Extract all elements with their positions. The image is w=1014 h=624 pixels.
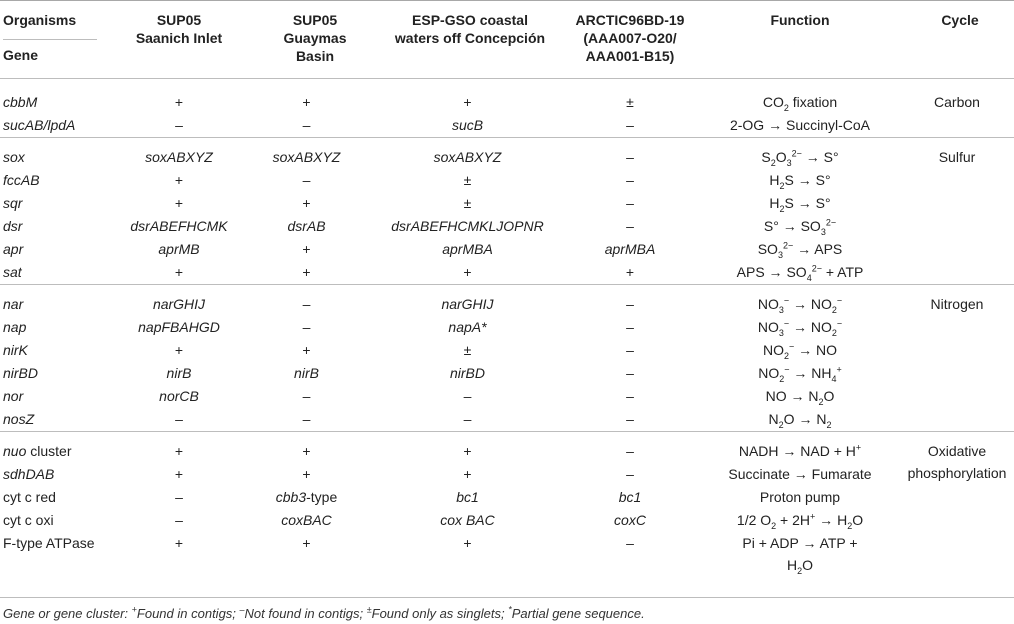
presence-cell: –	[302, 388, 311, 404]
presence-cell: nirBD	[449, 365, 485, 381]
gene-cell: sat	[3, 264, 22, 280]
presence-cell: –	[302, 117, 311, 133]
function-cell: $S^\circ \to SO_3^{2-}$	[763, 217, 837, 237]
presence-cell: cox BAC	[440, 512, 495, 528]
presence-cell: narGHIJ	[152, 296, 206, 312]
presence-cell: bc1	[456, 489, 479, 505]
table-row	[0, 293, 1014, 316]
presence-cell: –	[302, 411, 311, 427]
table-row	[0, 169, 1014, 192]
gene-cell: nar	[3, 296, 24, 312]
presence-cell: dsrAB	[287, 218, 326, 234]
presence-cell: –	[626, 296, 634, 312]
table-row	[0, 408, 1014, 432]
gene-cell: sdhDAB	[3, 466, 55, 482]
function-cell: $NO_3^- \to NO_2^-$	[757, 295, 843, 315]
function-cell: $NO_3^- \to NO_2^-$	[757, 318, 843, 338]
presence-cell: cbb3-type	[275, 489, 338, 505]
presence-cell: +	[174, 94, 184, 110]
header-col-guaymas: SUP05 Guaymas Basin	[283, 12, 347, 64]
presence-cell: –	[302, 319, 311, 335]
footnote: Gene or gene cluster: +Found in contigs; –Not found in contigs; ±Found only as singlets; *Partial gene sequence.	[3, 604, 645, 621]
presence-cell: +	[302, 264, 311, 280]
presence-cell: +	[463, 264, 472, 280]
function-cell: $CO_2$ fixation	[762, 94, 838, 113]
table-row	[0, 509, 1014, 532]
header-col-concepcion: ESP-GSO coastal waters off Concepción	[394, 12, 546, 46]
presence-cell: –	[626, 466, 634, 482]
table-row	[0, 486, 1014, 509]
presence-cell: sucB	[451, 117, 484, 133]
presence-cell: –	[175, 117, 183, 133]
gene-cell: nirK	[3, 342, 28, 358]
header-col-arctic: ARCTIC96BD-19 (AAA007-O20/ AAA001-B15)	[575, 12, 685, 64]
presence-cell: nirB	[294, 365, 319, 381]
gene-cell: nirBD	[3, 365, 39, 381]
group-separator	[0, 83, 1014, 91]
header-sub-rule	[3, 39, 97, 40]
presence-cell: –	[175, 411, 183, 427]
gene-cell: dsr	[3, 218, 23, 234]
presence-cell: +	[302, 342, 311, 358]
table-row	[0, 146, 1014, 169]
presence-cell: –	[626, 411, 634, 427]
gene-cell: nor	[3, 388, 24, 404]
function-cell: 2-OG → Succinyl-CoA	[729, 117, 871, 133]
function-cell: Succinate → Fumarate	[728, 466, 872, 482]
cycle-cell: Sulfur	[938, 149, 976, 165]
presence-cell: aprMBA	[604, 241, 656, 257]
presence-cell: ±	[626, 94, 634, 110]
function-cell: $H_2S \to S^\circ$	[769, 195, 831, 214]
group-separator	[0, 432, 1014, 441]
presence-cell: +	[302, 195, 311, 211]
presence-cell: –	[626, 149, 634, 165]
table-row	[0, 362, 1014, 385]
presence-cell: soxABXYZ	[272, 149, 341, 165]
function-cell: APS → $SO_4^{2-}$ + ATP	[736, 263, 864, 283]
bottom-rule	[0, 597, 1014, 598]
presence-cell: +	[463, 535, 472, 551]
function-cell: Pi + ADP → ATP + $H_2O$	[742, 535, 858, 576]
presence-cell: +	[302, 535, 311, 551]
presence-cell: coxC	[614, 512, 646, 528]
presence-cell: –	[626, 535, 634, 551]
presence-cell: –	[175, 512, 183, 528]
presence-cell: narGHIJ	[441, 296, 494, 312]
function-cell: $NO_2^-$ → NO	[762, 341, 838, 361]
presence-cell: –	[463, 388, 472, 404]
gene-cell: cbbM	[3, 94, 38, 110]
presence-cell: soxABXYZ	[433, 149, 502, 165]
presence-cell: –	[626, 388, 634, 404]
gene-cell: nuo cluster	[3, 443, 72, 459]
presence-cell: coxBAC	[281, 512, 332, 528]
gene-cell: apr	[3, 241, 24, 257]
function-cell: $S_2O_3^{2-} \to S^\circ$	[761, 148, 839, 168]
gene-cell: fccAB	[3, 172, 40, 188]
presence-cell: +	[174, 195, 184, 211]
presence-cell: +	[463, 94, 472, 110]
function-cell: $N_2O \to N_2$	[768, 411, 832, 430]
presence-cell: +	[625, 264, 635, 280]
gene-cell: nosZ	[3, 411, 35, 427]
presence-cell: +	[174, 466, 184, 482]
gene-cell: F-type ATPase	[3, 535, 95, 551]
header-rule	[0, 78, 1014, 79]
table-row	[0, 316, 1014, 339]
header-cycle: Cycle	[941, 12, 979, 28]
presence-cell: +	[302, 94, 311, 110]
presence-cell: +	[302, 241, 311, 257]
cycle-cell: Carbon	[934, 94, 980, 110]
gene-cell: cyt c oxi	[3, 512, 54, 528]
presence-cell: ±	[463, 195, 472, 211]
header-gene: Gene	[3, 47, 39, 63]
gene-cell: cyt c red	[3, 489, 56, 505]
table-row	[0, 385, 1014, 408]
function-cell: Proton pump	[759, 489, 841, 505]
presence-cell: +	[302, 466, 311, 482]
header-organisms: Organisms	[3, 12, 77, 28]
presence-cell: +	[174, 443, 184, 459]
table-row	[0, 215, 1014, 238]
presence-cell: –	[463, 411, 472, 427]
presence-cell: +	[174, 342, 184, 358]
presence-cell: ±	[463, 172, 472, 188]
table-row	[0, 532, 1014, 576]
presence-cell: dsrABEFHCMK	[130, 218, 228, 234]
presence-cell: bc1	[618, 489, 642, 505]
presence-cell: +	[463, 466, 472, 482]
presence-cell: soxABXYZ	[145, 149, 213, 165]
presence-cell: –	[626, 319, 634, 335]
presence-cell: –	[626, 117, 634, 133]
presence-cell: +	[174, 264, 184, 280]
presence-cell: –	[626, 342, 634, 358]
table-row	[0, 440, 1014, 463]
group-separator	[0, 138, 1014, 147]
function-cell: $H_2S \to S^\circ$	[769, 172, 831, 191]
header-function: Function	[770, 12, 830, 28]
presence-cell: +	[174, 172, 184, 188]
function-cell: $NO_2^- \to NH_4^+$	[758, 364, 842, 384]
presence-cell: norCB	[159, 388, 199, 404]
presence-cell: –	[626, 172, 634, 188]
gene-cell: sucAB/lpdA	[3, 117, 76, 133]
header-col-saanich: SUP05 Saanich Inlet	[135, 12, 223, 46]
function-cell: $SO_3^{2-}$ → APS	[757, 240, 843, 260]
presence-cell: napFBAHGD	[138, 319, 220, 335]
table-row	[0, 261, 1014, 285]
presence-cell: –	[626, 195, 634, 211]
presence-cell: –	[175, 489, 183, 505]
presence-cell: aprMB	[158, 241, 200, 257]
cycle-cell: Nitrogen	[930, 296, 984, 312]
function-cell: NO → $N_2O$	[765, 388, 835, 407]
presence-cell: dsrABEFHCMKLJOPNR	[391, 218, 544, 234]
function-cell: NADH → NAD + H+	[738, 442, 862, 459]
cycle-cell: Oxidative phosphorylation	[907, 443, 1007, 481]
presence-cell: nirB	[166, 365, 192, 381]
gene-table	[0, 83, 1014, 576]
presence-cell: ±	[463, 342, 472, 358]
gene-cell: sox	[3, 149, 25, 165]
presence-cell: napA*	[448, 319, 487, 335]
presence-cell: –	[626, 365, 634, 381]
presence-cell: aprMBA	[442, 241, 493, 257]
presence-cell: –	[302, 172, 311, 188]
presence-cell: +	[174, 535, 184, 551]
function-cell: 1/2 $O_2 + 2H^+ \to H_2O$	[736, 511, 864, 531]
presence-cell: –	[302, 296, 311, 312]
presence-cell: –	[626, 218, 634, 234]
gene-cell: nap	[3, 319, 27, 335]
presence-cell: +	[302, 443, 311, 459]
table-row	[0, 114, 1014, 138]
presence-cell: –	[626, 443, 634, 459]
presence-cell: +	[463, 443, 472, 459]
gene-cell: sqr	[3, 195, 23, 211]
table-row	[0, 192, 1014, 215]
table-row	[0, 238, 1014, 261]
top-rule	[0, 0, 1014, 1]
table-row	[0, 463, 1014, 486]
table-row	[0, 91, 1014, 114]
group-separator	[0, 285, 1014, 294]
table-row	[0, 339, 1014, 362]
